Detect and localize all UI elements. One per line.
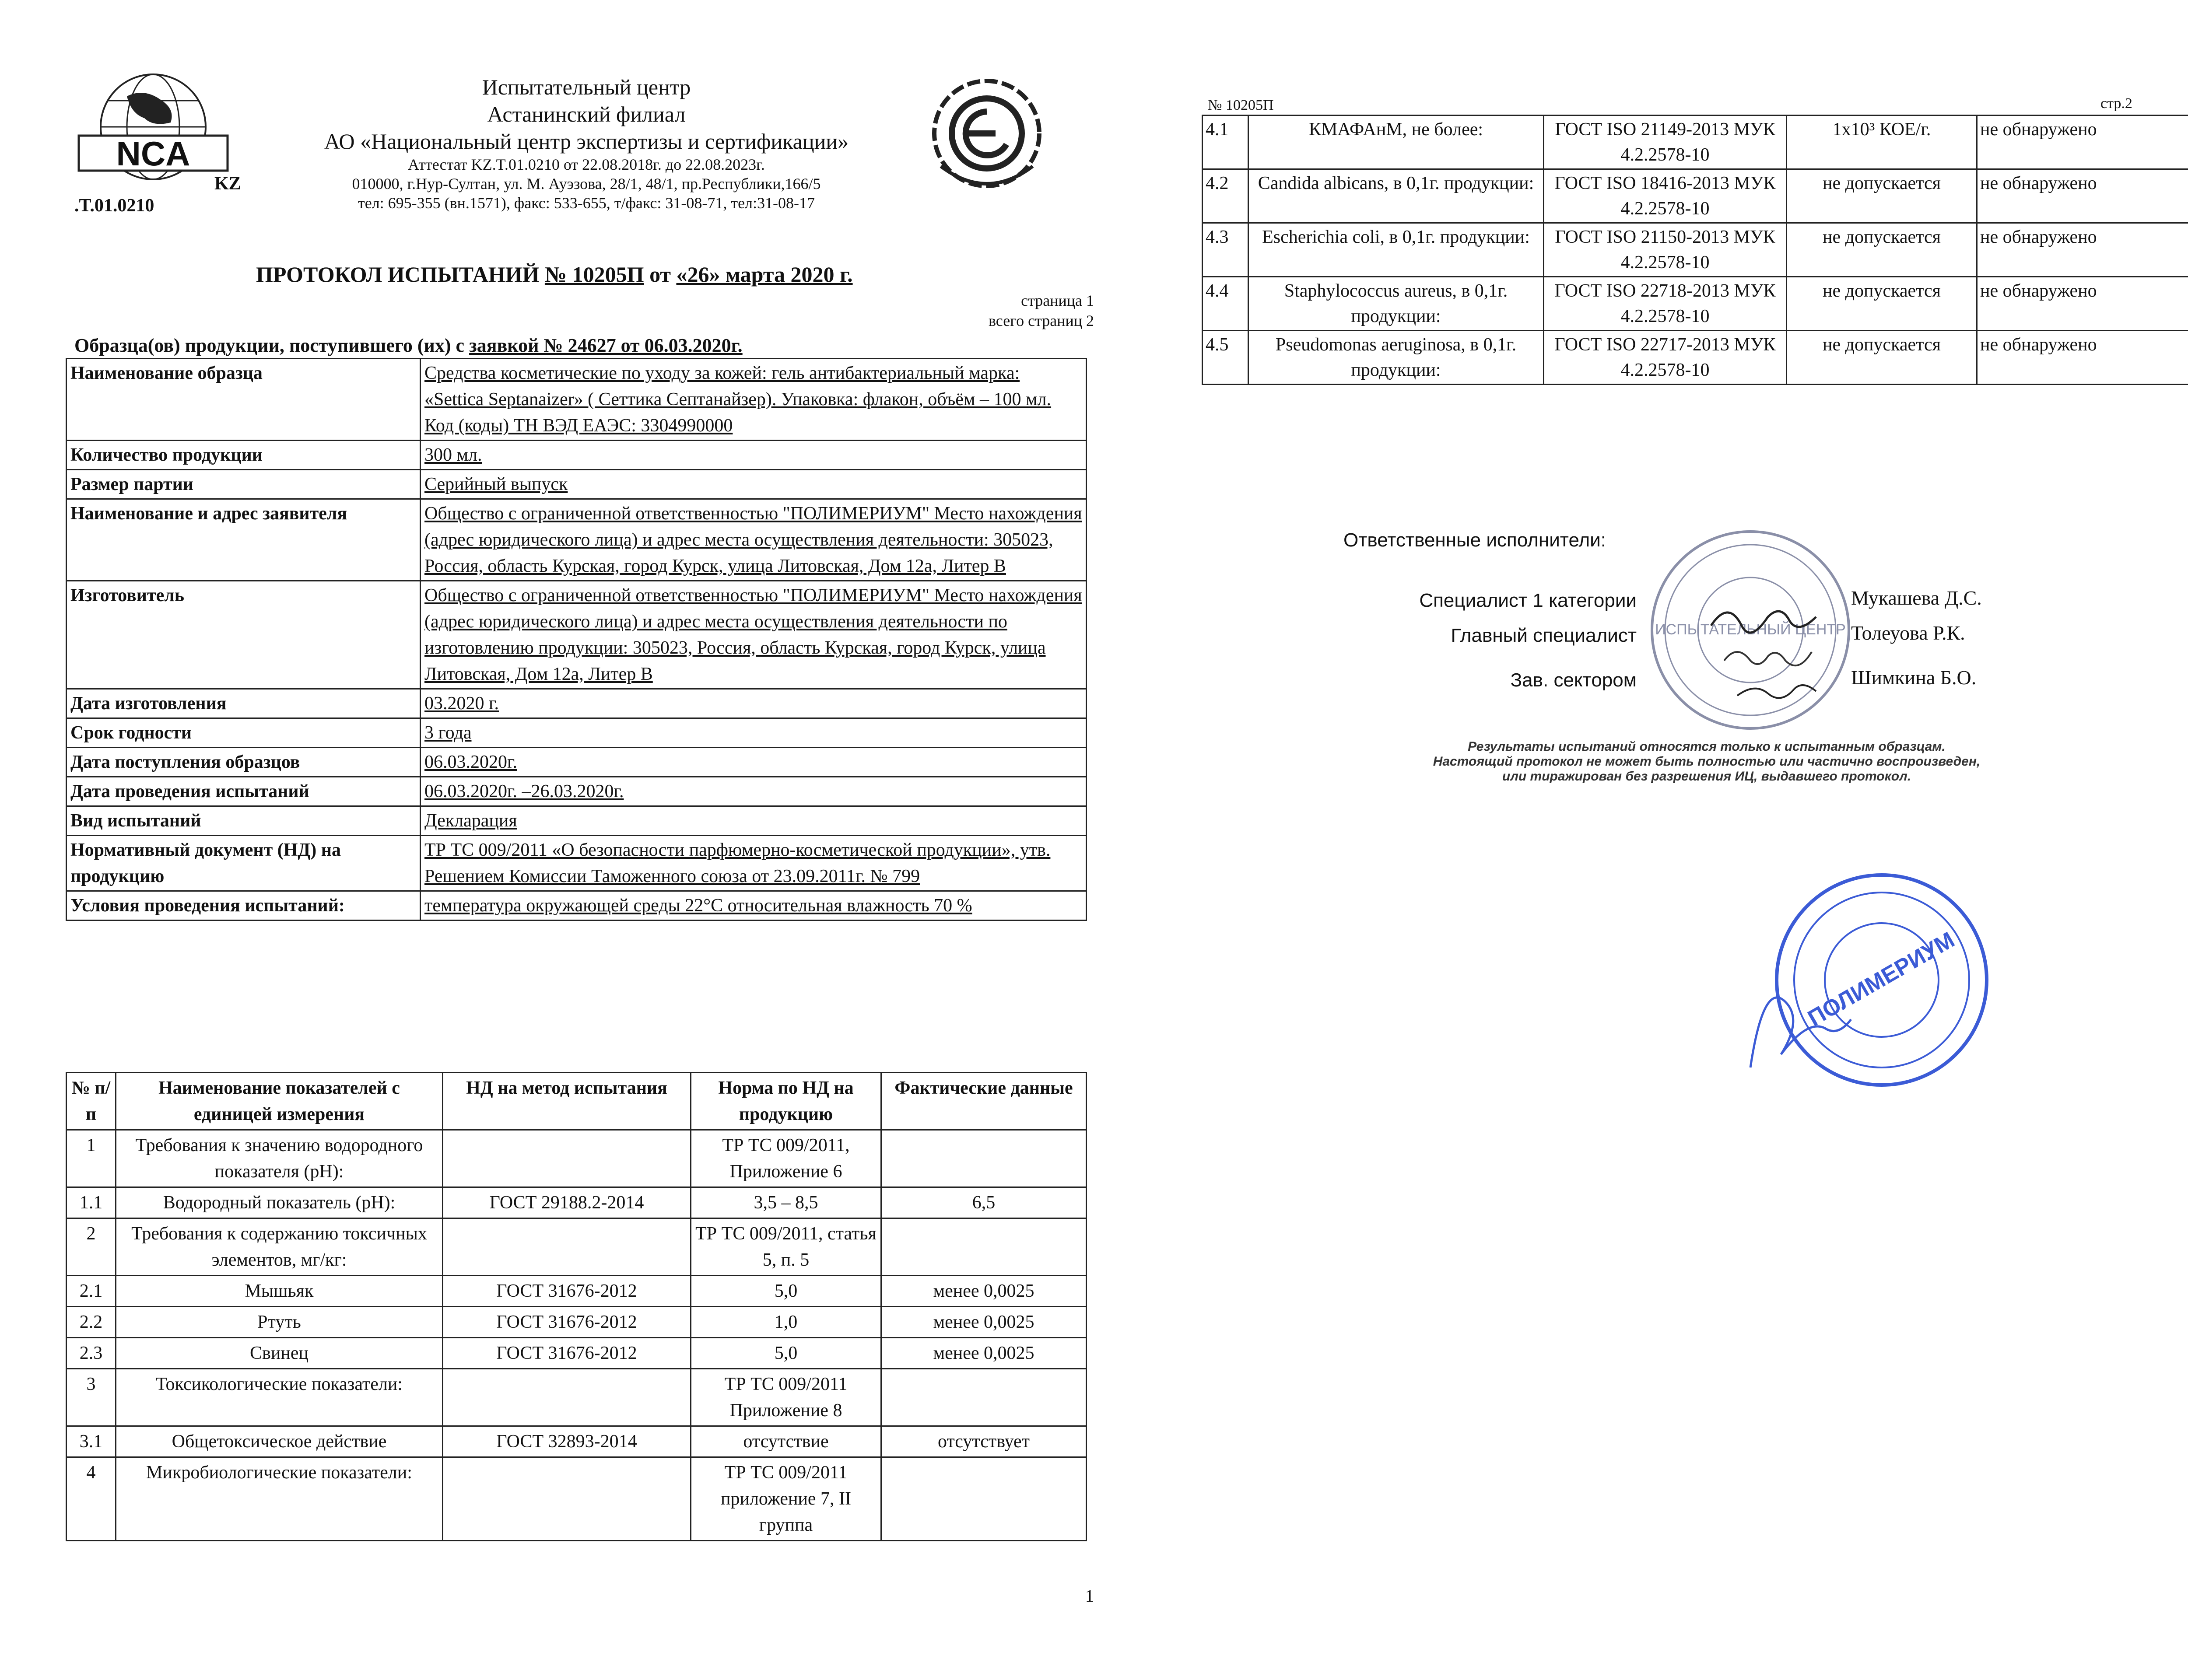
director-signature <box>1733 962 1864 1085</box>
info-value: ТР ТС 009/2011 «О безопасности парфюмерно-косметической продукции», утв. Решением Комиссии Таможенного союза от 23.09.2011г. № 799 <box>421 836 1087 891</box>
test-method: ГОСТ 32893-2014 <box>443 1426 691 1457</box>
row-number: 2.1 <box>67 1276 116 1307</box>
row-number: 3.1 <box>67 1426 116 1457</box>
info-value: Серийный выпуск <box>421 470 1087 499</box>
results-table <box>66 1072 1087 1541</box>
microbiology-table <box>1202 115 2188 385</box>
info-label: Количество продукции <box>67 441 421 470</box>
results-row <box>67 1218 1087 1276</box>
actual-value: отсутствует <box>881 1426 1087 1457</box>
info-value: Декларация <box>421 806 1087 836</box>
handwritten-signatures <box>1698 586 1864 718</box>
test-method: ГОСТ 31676-2012 <box>443 1307 691 1338</box>
norm-value: ТР ТС 009/2011 Приложение 8 <box>691 1369 881 1426</box>
info-row <box>67 441 1087 470</box>
header-indicator: Наименование показателей с единицей измерения <box>116 1073 443 1130</box>
indicator-name: Candida albicans, в 0,1г. продукции: <box>1248 169 1544 223</box>
info-label: Изготовитель <box>67 581 421 689</box>
norm-value: 5,0 <box>691 1276 881 1307</box>
protocol-title <box>256 262 853 287</box>
indicator-name: Ртуть <box>116 1307 443 1338</box>
protocol-number: № 10205П <box>544 262 644 287</box>
info-label: Нормативный документ (НД) на продукцию <box>67 836 421 891</box>
svg-text:ИСПЫТАТЕЛЬНЫЙ ЦЕНТР: ИСПЫТАТЕЛЬНЫЙ ЦЕНТР <box>1655 621 1846 638</box>
norm-value: ТР ТС 009/2011, статья 5, п. 5 <box>691 1218 881 1276</box>
actual-value <box>881 1457 1087 1541</box>
norm-value: не допускается <box>1787 223 1977 277</box>
org-details-1: Аттестат KZ.T.01.0210 от 22.08.2018г. до 22.08.2023г. <box>408 156 765 173</box>
row-number: 2 <box>67 1218 116 1276</box>
micro-row <box>1203 331 2188 385</box>
org-line-2: Астанинский филиал <box>487 102 686 126</box>
indicator-name: Требования к значению водородного показателя (рН): <box>116 1130 443 1187</box>
info-value: 03.2020 г. <box>421 689 1087 718</box>
results-row <box>67 1457 1087 1541</box>
results-row <box>67 1130 1087 1187</box>
norm-value: не допускается <box>1787 169 1977 223</box>
actual-value: менее 0,0025 <box>881 1338 1087 1369</box>
results-row <box>67 1426 1087 1457</box>
test-method: ГОСТ ISO 18416-2013 МУК 4.2.2578-10 <box>1544 169 1787 223</box>
info-value: 06.03.2020г. <box>421 748 1087 777</box>
info-label: Срок годности <box>67 718 421 748</box>
page2-label: стр.2 <box>2100 95 2132 112</box>
header-number: № п/п <box>67 1073 116 1130</box>
org-line-3: АО «Национальный центр экспертизы и сертификации» <box>324 129 849 154</box>
actual-value: не обнаружено <box>1977 169 2188 223</box>
info-value: Средства косметические по уходу за кожей: гель антибактериальный марка: «Settica Septanaizer» ( Сеттика Септанайзер). Упаковка: флакон, объём – 100 мл. Код (коды) ТН ВЭД ЕАЭС: 3304990000 <box>421 359 1087 441</box>
info-label: Размер партии <box>67 470 421 499</box>
signer-3-name: Шимкина Б.О. <box>1851 666 1977 689</box>
indicator-name: Водородный показатель (рН): <box>116 1187 443 1218</box>
info-row <box>67 689 1087 718</box>
signer-1-role: Специалист 1 категории <box>1419 590 1637 611</box>
svg-text:NCA: NCA <box>116 134 190 173</box>
info-label: Наименование образца <box>67 359 421 441</box>
info-row <box>67 718 1087 748</box>
actual-value: менее 0,0025 <box>881 1307 1087 1338</box>
actual-value <box>881 1369 1087 1426</box>
indicator-name: Токсикологические показатели: <box>116 1369 443 1426</box>
org-header <box>245 74 928 213</box>
test-method: ГОСТ ISO 22717-2013 МУК 4.2.2578-10 <box>1544 331 1787 385</box>
info-row <box>67 748 1087 777</box>
samples-prefix: Образца(ов) продукции, поступившего (их) с <box>74 335 470 356</box>
norm-value: не допускается <box>1787 277 1977 331</box>
org-line-1: Испытательный центр <box>482 75 691 99</box>
row-number: 4.3 <box>1203 223 1248 277</box>
info-value: Общество с ограниченной ответственностью "ПОЛИМЕРИУМ" Место нахождения (адрес юридического лица) и адрес места осуществления деятельности: 305023, Россия, область Курская, город Курск, улица Литовская, Дом 12а, Литер В <box>421 499 1087 581</box>
info-row <box>67 777 1087 806</box>
micro-row <box>1203 169 2188 223</box>
indicator-name: Мышьяк <box>116 1276 443 1307</box>
norm-value: 1х10³ КОЕ/г. <box>1787 116 1977 169</box>
results-row <box>67 1307 1087 1338</box>
indicator-name: Pseudomonas aeruginosa, в 0,1г. продукции: <box>1248 331 1544 385</box>
info-row <box>67 581 1087 689</box>
norm-value: 5,0 <box>691 1338 881 1369</box>
actual-value: менее 0,0025 <box>881 1276 1087 1307</box>
micro-row <box>1203 223 2188 277</box>
info-value: 06.03.2020г. –26.03.2020г. <box>421 777 1087 806</box>
row-number: 4.5 <box>1203 331 1248 385</box>
page2-protocol-ref: № 10205П <box>1208 97 1274 113</box>
responsible-heading: Ответственные исполнители: <box>1343 529 1606 551</box>
row-number: 3 <box>67 1369 116 1426</box>
protocol-title-prefix: ПРОТОКОЛ ИСПЫТАНИЙ <box>256 262 545 287</box>
disclaimer <box>1400 739 2013 784</box>
indicator-name: Микробиологические показатели: <box>116 1457 443 1541</box>
info-row <box>67 836 1087 891</box>
disclaimer-line-1: Результаты испытаний относятся только к испытанным образцам. <box>1468 739 1946 754</box>
svg-text:ПОЛИМЕРИУМ: ПОЛИМЕРИУМ <box>1803 927 1959 1032</box>
protocol-title-mid: от <box>644 262 677 287</box>
test-method <box>443 1130 691 1187</box>
info-label: Дата поступления образцов <box>67 748 421 777</box>
info-label: Наименование и адрес заявителя <box>67 499 421 581</box>
row-number: 4 <box>67 1457 116 1541</box>
info-value: Общество с ограниченной ответственностью "ПОЛИМЕРИУМ" Место нахождения (адрес юридического лица) и адрес места осуществления деятельности по изготовлению продукции: 305023, Россия, область Курская, город Курск, улица Литовская, Дом 12а, Литер В <box>421 581 1087 689</box>
nca-logo <box>74 70 232 206</box>
info-row <box>67 359 1087 441</box>
row-number: 4.1 <box>1203 116 1248 169</box>
test-method: ГОСТ 31676-2012 <box>443 1338 691 1369</box>
results-row <box>67 1276 1087 1307</box>
total-pages: всего страниц 2 <box>989 312 1094 329</box>
row-number: 2.2 <box>67 1307 116 1338</box>
indicator-name: КМАФАнМ, не более: <box>1248 116 1544 169</box>
norm-value: ТР ТС 009/2011 приложение 7, II группа <box>691 1457 881 1541</box>
test-method <box>443 1218 691 1276</box>
actual-value: не обнаружено <box>1977 331 2188 385</box>
info-row <box>67 499 1087 581</box>
indicator-name: Свинец <box>116 1338 443 1369</box>
test-method: ГОСТ ISO 21150-2013 МУК 4.2.2578-10 <box>1544 223 1787 277</box>
disclaimer-line-2: Настоящий протокол не может быть полностью или частично воспроизведен, <box>1433 754 1981 769</box>
info-value: 300 мл. <box>421 441 1087 470</box>
page-info <box>919 290 1094 331</box>
indicator-name: Escherichia coli, в 0,1г. продукции: <box>1248 223 1544 277</box>
test-method <box>443 1457 691 1541</box>
info-row <box>67 806 1087 836</box>
header-actual: Фактические данные <box>881 1073 1087 1130</box>
results-header-row <box>67 1073 1087 1130</box>
test-method: ГОСТ 29188.2-2014 <box>443 1187 691 1218</box>
results-row <box>67 1369 1087 1426</box>
info-label: Условия проведения испытаний: <box>67 891 421 920</box>
header-norm: Норма по НД на продукцию <box>691 1073 881 1130</box>
info-row <box>67 891 1087 920</box>
indicator-name: Требования к содержанию токсичных элементов, мг/кг: <box>116 1218 443 1276</box>
signer-2-role: Главный специалист <box>1451 625 1637 646</box>
actual-value <box>881 1218 1087 1276</box>
info-label: Вид испытаний <box>67 806 421 836</box>
signer-3-role: Зав. сектором <box>1510 669 1637 691</box>
norm-value: ТР ТС 009/2011, Приложение 6 <box>691 1130 881 1187</box>
sample-info-table <box>66 358 1087 921</box>
org-details-2: 010000, г.Нур-Султан, ул. М. Ауэзова, 28/1, 48/1, пр.Республики,166/5 <box>352 175 821 192</box>
country-code: KZ <box>214 174 241 194</box>
certification-emblem <box>923 70 1050 197</box>
actual-value: не обнаружено <box>1977 277 2188 331</box>
results-row <box>67 1187 1087 1218</box>
actual-value: не обнаружено <box>1977 223 2188 277</box>
row-number: 4.4 <box>1203 277 1248 331</box>
norm-value: отсутствие <box>691 1426 881 1457</box>
header-method: НД на метод испытания <box>443 1073 691 1130</box>
application-reference: заявкой № 24627 от 06.03.2020г. <box>469 335 743 356</box>
indicator-name: Общетоксическое действие <box>116 1426 443 1457</box>
info-label: Дата проведения испытаний <box>67 777 421 806</box>
protocol-date: «26» марта 2020 г. <box>676 262 853 287</box>
info-label: Дата изготовления <box>67 689 421 718</box>
samples-line <box>74 334 743 357</box>
row-number: 4.2 <box>1203 169 1248 223</box>
actual-value <box>881 1130 1087 1187</box>
micro-row <box>1203 277 2188 331</box>
results-row <box>67 1338 1087 1369</box>
signer-1-name: Мукашева Д.С. <box>1851 587 1982 609</box>
row-number: 2.3 <box>67 1338 116 1369</box>
page-label: страница 1 <box>1021 292 1094 309</box>
norm-value: 3,5 – 8,5 <box>691 1187 881 1218</box>
test-method: ГОСТ ISO 21149-2013 МУК 4.2.2578-10 <box>1544 116 1787 169</box>
row-number: 1 <box>67 1130 116 1187</box>
cert-code: .T.01.0210 <box>74 196 154 216</box>
row-number: 1.1 <box>67 1187 116 1218</box>
test-method: ГОСТ ISO 22718-2013 МУК 4.2.2578-10 <box>1544 277 1787 331</box>
signer-2-name: Толеуова Р.К. <box>1851 622 1965 644</box>
micro-row <box>1203 116 2188 169</box>
info-row <box>67 470 1087 499</box>
org-details-3: тел: 695-355 (вн.1571), факс: 533-655, т/факс: 31-08-71, тел:31-08-17 <box>358 194 815 212</box>
test-method <box>443 1369 691 1426</box>
norm-value: 1,0 <box>691 1307 881 1338</box>
page-number-1: 1 <box>1085 1586 1094 1606</box>
actual-value: 6,5 <box>881 1187 1087 1218</box>
info-value: температура окружающей среды 22°С относительная влажность 70 % <box>421 891 1087 920</box>
norm-value: не допускается <box>1787 331 1977 385</box>
indicator-name: Staphylococcus aureus, в 0,1г. продукции: <box>1248 277 1544 331</box>
info-value: 3 года <box>421 718 1087 748</box>
disclaimer-line-3: или тиражирован без разрешения ИЦ, выдавшего протокол. <box>1502 769 1911 784</box>
test-method: ГОСТ 31676-2012 <box>443 1276 691 1307</box>
actual-value: не обнаружено <box>1977 116 2188 169</box>
